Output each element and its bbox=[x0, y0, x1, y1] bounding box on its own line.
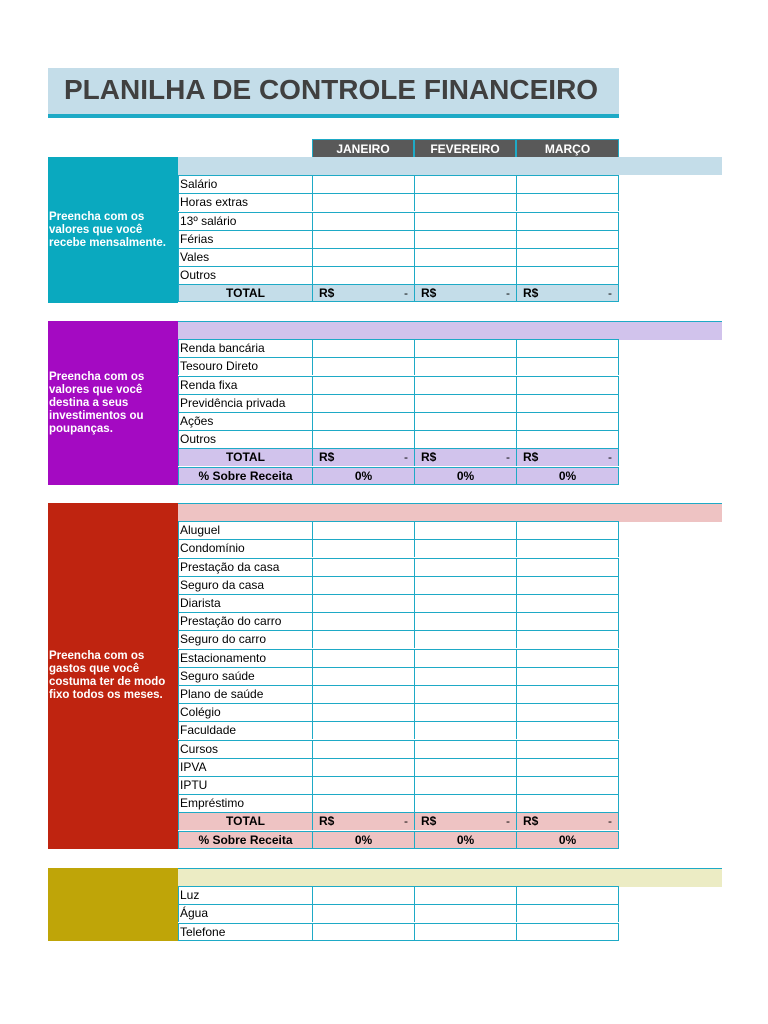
total-value-março bbox=[516, 284, 619, 302]
value-cell-fevereiro[interactable] bbox=[414, 758, 516, 776]
value-cell-março[interactable] bbox=[516, 212, 619, 230]
page-title: PLANILHA DE CONTROLE FINANCEIRO bbox=[64, 74, 599, 105]
total-amount: - bbox=[404, 814, 408, 828]
percent-value-fevereiro: 0% bbox=[414, 467, 516, 485]
value-cell-janeiro[interactable] bbox=[312, 376, 414, 394]
currency-symbol: R$ bbox=[523, 814, 539, 828]
value-cell-fevereiro[interactable] bbox=[414, 794, 516, 812]
row-label: Aluguel bbox=[178, 521, 312, 539]
row-label: Telefone bbox=[178, 923, 312, 941]
value-cell-março[interactable] bbox=[516, 594, 619, 612]
currency-symbol: R$ bbox=[421, 450, 437, 464]
table-row bbox=[178, 612, 619, 630]
table-row bbox=[178, 467, 619, 485]
value-cell-fevereiro[interactable] bbox=[414, 576, 516, 594]
value-cell-janeiro[interactable] bbox=[312, 703, 414, 721]
value-cell-março[interactable] bbox=[516, 230, 619, 248]
table-row bbox=[178, 904, 619, 922]
row-label: Estacionamento bbox=[178, 649, 312, 667]
value-cell-março[interactable] bbox=[516, 376, 619, 394]
title-banner bbox=[48, 68, 619, 118]
value-cell-janeiro[interactable] bbox=[312, 539, 414, 557]
value-cell-fevereiro[interactable] bbox=[414, 357, 516, 375]
currency-symbol: R$ bbox=[421, 286, 437, 300]
value-cell-março[interactable] bbox=[516, 649, 619, 667]
percent-value-março: 0% bbox=[516, 467, 619, 485]
row-label: Seguro da casa bbox=[178, 576, 312, 594]
table-row bbox=[178, 284, 619, 302]
value-cell-fevereiro[interactable] bbox=[414, 376, 516, 394]
row-label: Tesouro Direto bbox=[178, 357, 312, 375]
fixed-note-block: Preencha com os gastos que você costuma ter de modo fixo todos os meses. bbox=[48, 503, 178, 849]
table-row bbox=[178, 266, 619, 284]
value-cell-janeiro[interactable] bbox=[312, 630, 414, 648]
value-cell-março[interactable] bbox=[516, 394, 619, 412]
total-value-fevereiro bbox=[414, 284, 516, 302]
income-header-strip bbox=[178, 157, 722, 175]
value-cell-março[interactable] bbox=[516, 685, 619, 703]
currency-symbol: R$ bbox=[523, 450, 539, 464]
value-cell-janeiro[interactable] bbox=[312, 612, 414, 630]
row-label: Outros bbox=[178, 430, 312, 448]
row-label: Luz bbox=[178, 886, 312, 904]
total-value-março bbox=[516, 812, 619, 830]
table-row bbox=[178, 685, 619, 703]
value-cell-março[interactable] bbox=[516, 794, 619, 812]
value-cell-janeiro[interactable] bbox=[312, 576, 414, 594]
month-header-janeiro: JANEIRO bbox=[312, 139, 414, 157]
percent-label: % Sobre Receita bbox=[178, 467, 312, 485]
currency-symbol: R$ bbox=[319, 286, 335, 300]
value-cell-março[interactable] bbox=[516, 904, 619, 922]
value-cell-janeiro[interactable] bbox=[312, 740, 414, 758]
value-cell-fevereiro[interactable] bbox=[414, 394, 516, 412]
value-cell-março[interactable] bbox=[516, 758, 619, 776]
value-cell-janeiro[interactable] bbox=[312, 521, 414, 539]
row-label: Salário bbox=[178, 175, 312, 193]
table-row bbox=[178, 412, 619, 430]
total-value-janeiro bbox=[312, 812, 414, 830]
value-cell-janeiro[interactable] bbox=[312, 193, 414, 211]
value-cell-fevereiro[interactable] bbox=[414, 612, 516, 630]
value-cell-março[interactable] bbox=[516, 412, 619, 430]
table-row bbox=[178, 394, 619, 412]
row-label: 13º salário bbox=[178, 212, 312, 230]
row-label: Plano de saúde bbox=[178, 685, 312, 703]
total-value-janeiro bbox=[312, 448, 414, 466]
row-label: Faculdade bbox=[178, 721, 312, 739]
value-cell-janeiro[interactable] bbox=[312, 558, 414, 576]
total-amount: - bbox=[608, 450, 612, 464]
value-cell-fevereiro[interactable] bbox=[414, 721, 516, 739]
table-row bbox=[178, 357, 619, 375]
row-label: Outros bbox=[178, 266, 312, 284]
value-cell-fevereiro[interactable] bbox=[414, 685, 516, 703]
table-row bbox=[178, 776, 619, 794]
value-cell-janeiro[interactable] bbox=[312, 430, 414, 448]
fixed-header-strip bbox=[178, 503, 722, 522]
value-cell-fevereiro[interactable] bbox=[414, 740, 516, 758]
table-row bbox=[178, 886, 619, 904]
value-cell-janeiro[interactable] bbox=[312, 721, 414, 739]
percent-label: % Sobre Receita bbox=[178, 831, 312, 849]
row-label: Ações bbox=[178, 412, 312, 430]
value-cell-fevereiro[interactable] bbox=[414, 266, 516, 284]
value-cell-fevereiro[interactable] bbox=[414, 175, 516, 193]
value-cell-março[interactable] bbox=[516, 521, 619, 539]
row-label: Horas extras bbox=[178, 193, 312, 211]
table-row bbox=[178, 721, 619, 739]
value-cell-março[interactable] bbox=[516, 175, 619, 193]
value-cell-março[interactable] bbox=[516, 266, 619, 284]
row-label: Renda bancária bbox=[178, 339, 312, 357]
table-row bbox=[178, 812, 619, 830]
table-row bbox=[178, 649, 619, 667]
percent-value-janeiro: 0% bbox=[312, 467, 414, 485]
value-cell-fevereiro[interactable] bbox=[414, 630, 516, 648]
value-cell-fevereiro[interactable] bbox=[414, 649, 516, 667]
row-label: Condomínio bbox=[178, 539, 312, 557]
table-row bbox=[178, 521, 619, 539]
value-cell-fevereiro[interactable] bbox=[414, 667, 516, 685]
value-cell-fevereiro[interactable] bbox=[414, 904, 516, 922]
value-cell-janeiro[interactable] bbox=[312, 685, 414, 703]
table-row bbox=[178, 193, 619, 211]
table-row bbox=[178, 558, 619, 576]
value-cell-março[interactable] bbox=[516, 193, 619, 211]
currency-symbol: R$ bbox=[319, 814, 335, 828]
value-cell-março[interactable] bbox=[516, 721, 619, 739]
row-label: IPTU bbox=[178, 776, 312, 794]
value-cell-março[interactable] bbox=[516, 539, 619, 557]
value-cell-fevereiro[interactable] bbox=[414, 594, 516, 612]
value-cell-janeiro[interactable] bbox=[312, 412, 414, 430]
total-amount: - bbox=[506, 450, 510, 464]
value-cell-janeiro[interactable] bbox=[312, 649, 414, 667]
value-cell-fevereiro[interactable] bbox=[414, 412, 516, 430]
total-value-fevereiro bbox=[414, 812, 516, 830]
value-cell-janeiro[interactable] bbox=[312, 758, 414, 776]
table-row bbox=[178, 175, 619, 193]
value-cell-fevereiro[interactable] bbox=[414, 212, 516, 230]
total-value-janeiro bbox=[312, 284, 414, 302]
value-cell-janeiro[interactable] bbox=[312, 776, 414, 794]
percent-value-janeiro: 0% bbox=[312, 831, 414, 849]
month-header-marco: MARÇO bbox=[516, 139, 619, 157]
value-cell-janeiro[interactable] bbox=[312, 923, 414, 941]
table-row bbox=[178, 230, 619, 248]
table-row bbox=[178, 831, 619, 849]
currency-symbol: R$ bbox=[319, 450, 335, 464]
row-label: Renda fixa bbox=[178, 376, 312, 394]
total-amount: - bbox=[608, 286, 612, 300]
value-cell-janeiro[interactable] bbox=[312, 394, 414, 412]
income-note-block: Preencha com os valores que você recebe mensalmente. bbox=[48, 157, 178, 303]
value-cell-março[interactable] bbox=[516, 886, 619, 904]
value-cell-março[interactable] bbox=[516, 248, 619, 266]
table-row bbox=[178, 923, 619, 941]
value-cell-janeiro[interactable] bbox=[312, 248, 414, 266]
utilities-note-block bbox=[48, 868, 178, 941]
table-row bbox=[178, 740, 619, 758]
row-label: Previdência privada bbox=[178, 394, 312, 412]
table-row bbox=[178, 248, 619, 266]
total-amount: - bbox=[404, 450, 408, 464]
table-row bbox=[178, 376, 619, 394]
value-cell-fevereiro[interactable] bbox=[414, 521, 516, 539]
row-label: Água bbox=[178, 904, 312, 922]
table-row bbox=[178, 794, 619, 812]
value-cell-fevereiro[interactable] bbox=[414, 539, 516, 557]
value-cell-fevereiro[interactable] bbox=[414, 886, 516, 904]
table-row bbox=[178, 339, 619, 357]
row-label: Empréstimo bbox=[178, 794, 312, 812]
row-label: Colégio bbox=[178, 703, 312, 721]
value-cell-março[interactable] bbox=[516, 612, 619, 630]
row-label: Prestação do carro bbox=[178, 612, 312, 630]
currency-symbol: R$ bbox=[421, 814, 437, 828]
value-cell-março[interactable] bbox=[516, 740, 619, 758]
table-row bbox=[178, 576, 619, 594]
total-label: TOTAL bbox=[178, 284, 312, 302]
table-row bbox=[178, 539, 619, 557]
value-cell-fevereiro[interactable] bbox=[414, 430, 516, 448]
value-cell-março[interactable] bbox=[516, 357, 619, 375]
value-cell-março[interactable] bbox=[516, 576, 619, 594]
total-value-fevereiro bbox=[414, 448, 516, 466]
value-cell-março[interactable] bbox=[516, 776, 619, 794]
table-row bbox=[178, 667, 619, 685]
percent-value-fevereiro: 0% bbox=[414, 831, 516, 849]
total-label: TOTAL bbox=[178, 448, 312, 466]
value-cell-fevereiro[interactable] bbox=[414, 248, 516, 266]
table-row bbox=[178, 630, 619, 648]
row-label: Vales bbox=[178, 248, 312, 266]
value-cell-janeiro[interactable] bbox=[312, 339, 414, 357]
value-cell-janeiro[interactable] bbox=[312, 230, 414, 248]
value-cell-fevereiro[interactable] bbox=[414, 923, 516, 941]
value-cell-janeiro[interactable] bbox=[312, 212, 414, 230]
utilities-header-strip bbox=[178, 868, 722, 887]
month-header-fevereiro: FEVEREIRO bbox=[414, 139, 516, 157]
value-cell-fevereiro[interactable] bbox=[414, 193, 516, 211]
value-cell-janeiro[interactable] bbox=[312, 266, 414, 284]
row-label: Cursos bbox=[178, 740, 312, 758]
row-label: Diarista bbox=[178, 594, 312, 612]
value-cell-março[interactable] bbox=[516, 430, 619, 448]
row-label: Seguro saúde bbox=[178, 667, 312, 685]
value-cell-março[interactable] bbox=[516, 667, 619, 685]
total-amount: - bbox=[404, 286, 408, 300]
percent-value-março: 0% bbox=[516, 831, 619, 849]
value-cell-janeiro[interactable] bbox=[312, 594, 414, 612]
value-cell-janeiro[interactable] bbox=[312, 904, 414, 922]
value-cell-fevereiro[interactable] bbox=[414, 339, 516, 357]
value-cell-março[interactable] bbox=[516, 558, 619, 576]
value-cell-fevereiro[interactable] bbox=[414, 776, 516, 794]
total-label: TOTAL bbox=[178, 812, 312, 830]
table-row bbox=[178, 703, 619, 721]
value-cell-janeiro[interactable] bbox=[312, 886, 414, 904]
value-cell-fevereiro[interactable] bbox=[414, 230, 516, 248]
currency-symbol: R$ bbox=[523, 286, 539, 300]
table-row bbox=[178, 448, 619, 466]
value-cell-janeiro[interactable] bbox=[312, 357, 414, 375]
table-row bbox=[178, 212, 619, 230]
total-amount: - bbox=[506, 286, 510, 300]
value-cell-janeiro[interactable] bbox=[312, 667, 414, 685]
total-amount: - bbox=[506, 814, 510, 828]
table-row bbox=[178, 594, 619, 612]
table-row bbox=[178, 430, 619, 448]
table-row bbox=[178, 758, 619, 776]
total-amount: - bbox=[608, 814, 612, 828]
value-cell-março[interactable] bbox=[516, 630, 619, 648]
value-cell-janeiro[interactable] bbox=[312, 175, 414, 193]
row-label: IPVA bbox=[178, 758, 312, 776]
row-label: Seguro do carro bbox=[178, 630, 312, 648]
row-label: Prestação da casa bbox=[178, 558, 312, 576]
row-label: Férias bbox=[178, 230, 312, 248]
value-cell-fevereiro[interactable] bbox=[414, 703, 516, 721]
value-cell-fevereiro[interactable] bbox=[414, 558, 516, 576]
investments-header-strip bbox=[178, 321, 722, 340]
value-cell-março[interactable] bbox=[516, 703, 619, 721]
investments-note-block: Preencha com os valores que você destina a seus investimentos ou poupanças. bbox=[48, 321, 178, 485]
total-value-março bbox=[516, 448, 619, 466]
value-cell-janeiro[interactable] bbox=[312, 794, 414, 812]
value-cell-março[interactable] bbox=[516, 339, 619, 357]
value-cell-março[interactable] bbox=[516, 923, 619, 941]
